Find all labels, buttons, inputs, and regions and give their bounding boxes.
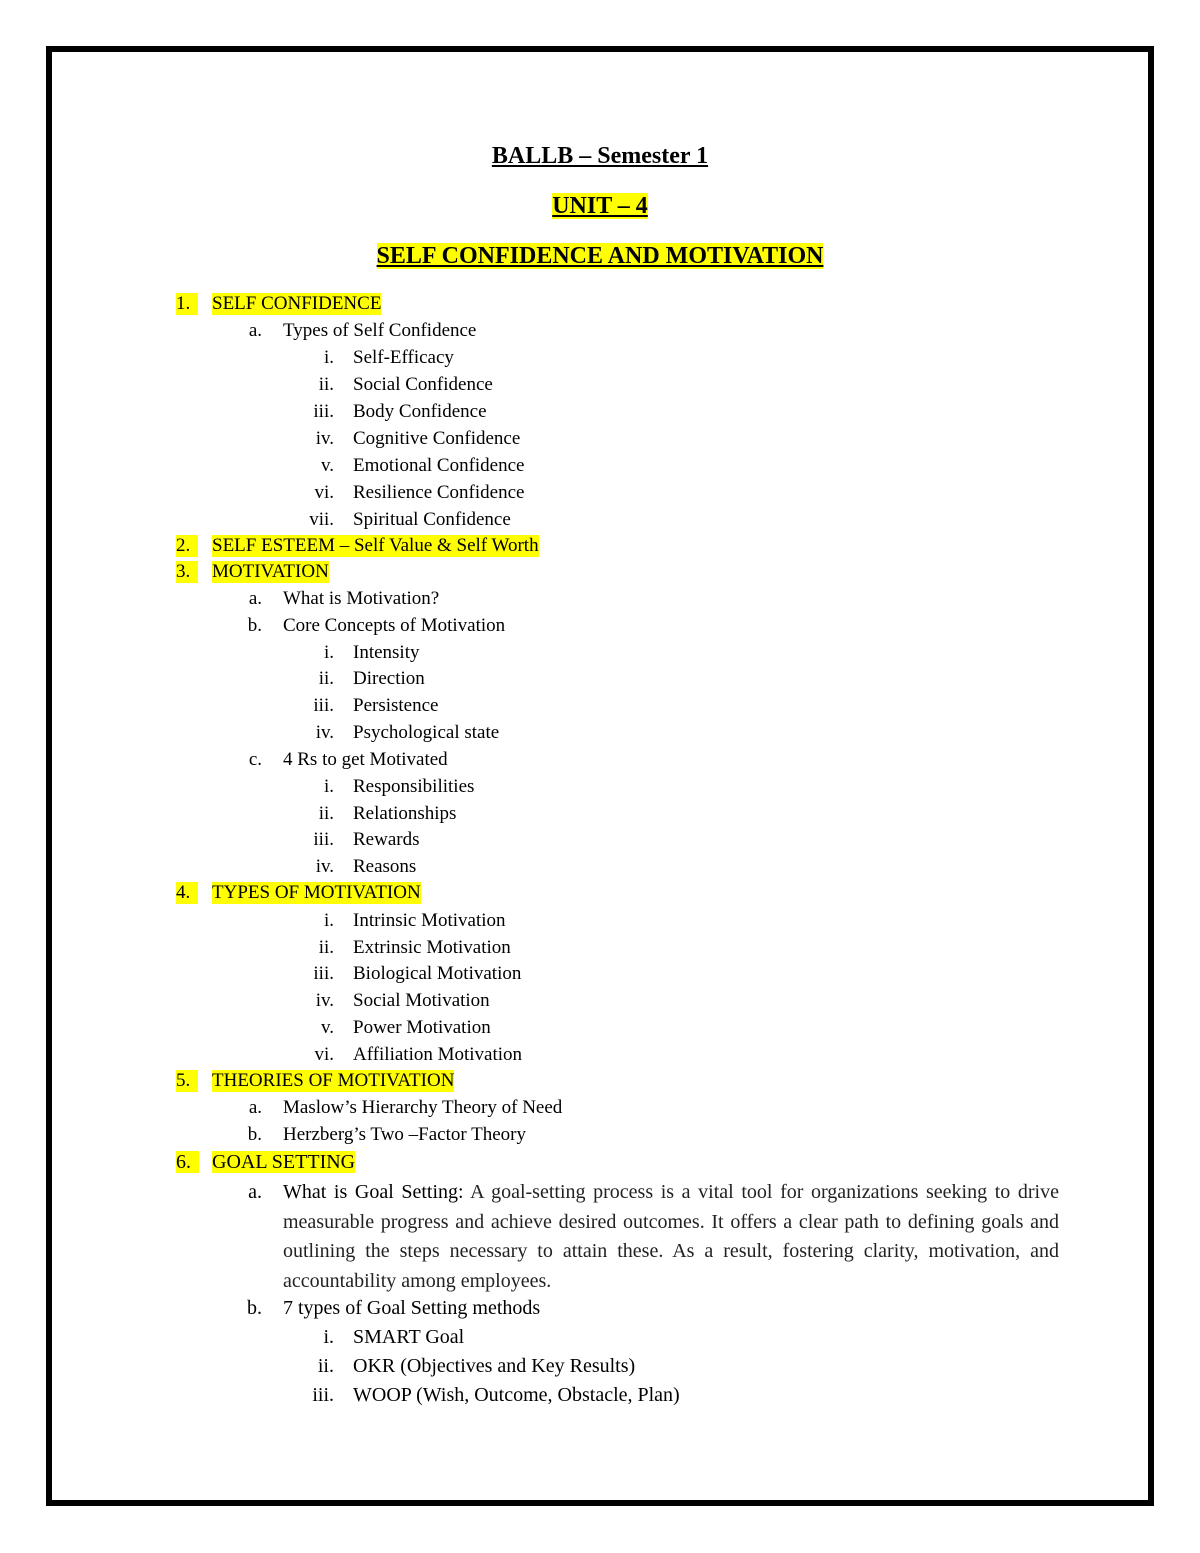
document-title: BALLB – Semester 1 xyxy=(491,143,709,169)
subject-heading: SELF CONFIDENCE AND MOTIVATION xyxy=(376,243,824,269)
unit-heading: UNIT – 4 xyxy=(552,193,648,219)
goal-setting-definition: What is Goal Setting: A goal-setting process is a vital tool for organizations seeking to drive measurable progress and achieve desired outcomes. It offers a clear path to defining goals and outlining the steps necessary to attain these. As a result, fostering clarity, motivation, and accountability among employees. xyxy=(283,1181,1059,1292)
